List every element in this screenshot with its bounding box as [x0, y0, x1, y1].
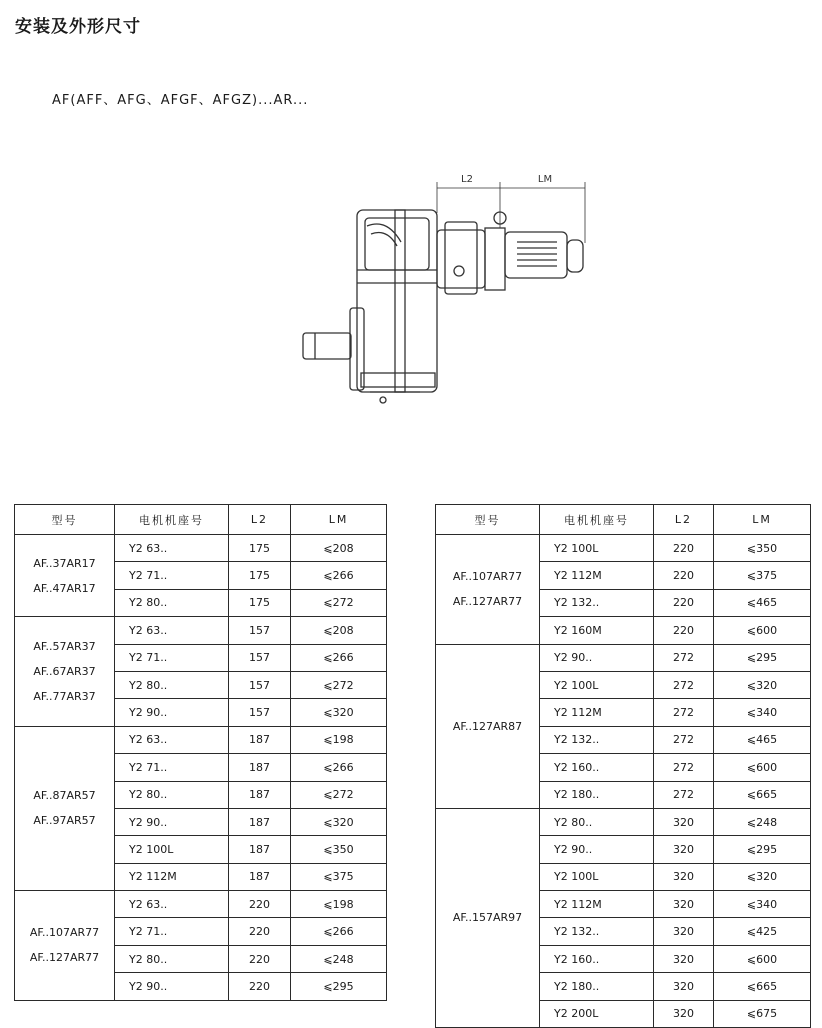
lm-cell: ⩽340 [714, 699, 811, 726]
lm-cell: ⩽295 [714, 644, 811, 671]
lm-cell: ⩽320 [714, 671, 811, 698]
model-name: AF..67AR37 [33, 664, 96, 678]
motor-frame-cell: Y2 200L [540, 1000, 654, 1027]
l2-cell: 187 [229, 836, 291, 863]
l2-cell: 320 [654, 808, 714, 835]
gear-motor-outline-drawing [295, 168, 595, 413]
lm-cell: ⩽425 [714, 918, 811, 945]
l2-cell: 320 [654, 918, 714, 945]
l2-cell: 220 [654, 617, 714, 644]
motor-frame-cell: Y2 160M [540, 617, 654, 644]
motor-frame-cell: Y2 90.. [540, 836, 654, 863]
model-name: AF..77AR37 [33, 689, 96, 703]
l2-cell: 272 [654, 699, 714, 726]
header-lm: LM [291, 505, 387, 535]
lm-cell: ⩽320 [291, 699, 387, 726]
lm-cell: ⩽665 [714, 781, 811, 808]
l2-cell: 175 [229, 535, 291, 562]
table-row [15, 617, 387, 644]
l2-cell: 187 [229, 781, 291, 808]
motor-frame-cell: Y2 80.. [115, 945, 229, 972]
lm-cell: ⩽665 [714, 973, 811, 1000]
motor-frame-cell: Y2 132.. [540, 589, 654, 616]
l2-cell: 175 [229, 562, 291, 589]
l2-cell: 220 [654, 589, 714, 616]
lm-cell: ⩽198 [291, 726, 387, 753]
motor-frame-cell: Y2 180.. [540, 781, 654, 808]
motor-frame-cell: Y2 71.. [115, 754, 229, 781]
l2-cell: 187 [229, 754, 291, 781]
motor-frame-cell: Y2 90.. [115, 973, 229, 1000]
motor-frame-cell: Y2 90.. [115, 699, 229, 726]
table-row [15, 891, 387, 918]
lm-cell: ⩽198 [291, 891, 387, 918]
lm-cell: ⩽266 [291, 562, 387, 589]
table-header-row [436, 505, 811, 535]
header-l2: L2 [229, 505, 291, 535]
l2-cell: 320 [654, 891, 714, 918]
model-name: AF..37AR17 [33, 556, 96, 570]
motor-frame-cell: Y2 132.. [540, 726, 654, 753]
motor-frame-cell: Y2 112M [540, 699, 654, 726]
lm-cell: ⩽320 [291, 808, 387, 835]
l2-cell: 320 [654, 973, 714, 1000]
motor-frame-cell: Y2 63.. [115, 726, 229, 753]
model-group-cell [436, 808, 540, 1027]
lm-cell: ⩽350 [291, 836, 387, 863]
l2-cell: 157 [229, 671, 291, 698]
header-motor-frame: 电机机座号 [115, 505, 229, 535]
lm-cell: ⩽465 [714, 589, 811, 616]
motor-frame-cell: Y2 71.. [115, 918, 229, 945]
dimension-table-left [14, 504, 387, 1001]
l2-cell: 157 [229, 617, 291, 644]
motor-frame-cell: Y2 63.. [115, 891, 229, 918]
model-group-cell [436, 535, 540, 645]
table-row [436, 644, 811, 671]
l2-cell: 220 [229, 918, 291, 945]
lm-cell: ⩽675 [714, 1000, 811, 1027]
l2-cell: 220 [229, 945, 291, 972]
l2-cell: 320 [654, 945, 714, 972]
l2-cell: 320 [654, 1000, 714, 1027]
motor-frame-cell: Y2 132.. [540, 918, 654, 945]
l2-cell: 220 [654, 562, 714, 589]
lm-cell: ⩽320 [714, 863, 811, 890]
header-model: 型号 [436, 505, 540, 535]
dimension-label-lm: LM [537, 174, 553, 185]
model-group-cell [15, 726, 115, 890]
lm-cell: ⩽295 [291, 973, 387, 1000]
lm-cell: ⩽600 [714, 945, 811, 972]
model-group-cell [15, 891, 115, 1001]
l2-cell: 320 [654, 863, 714, 890]
motor-frame-cell: Y2 112M [540, 891, 654, 918]
l2-cell: 187 [229, 726, 291, 753]
model-group-cell [436, 644, 540, 808]
motor-frame-cell: Y2 90.. [115, 808, 229, 835]
l2-cell: 320 [654, 836, 714, 863]
table-row [436, 808, 811, 835]
model-name: AF..87AR57 [33, 789, 96, 803]
motor-frame-cell: Y2 80.. [540, 808, 654, 835]
motor-frame-cell: Y2 71.. [115, 644, 229, 671]
motor-frame-cell: Y2 80.. [115, 671, 229, 698]
lm-cell: ⩽600 [714, 617, 811, 644]
lm-cell: ⩽295 [714, 836, 811, 863]
lm-cell: ⩽375 [714, 562, 811, 589]
lm-cell: ⩽266 [291, 644, 387, 671]
model-name: AF..107AR77 [29, 926, 100, 940]
lm-cell: ⩽272 [291, 781, 387, 808]
page-title: 安装及外形尺寸 [15, 17, 141, 37]
table-row [15, 535, 387, 562]
l2-cell: 272 [654, 754, 714, 781]
motor-frame-cell: Y2 100L [115, 836, 229, 863]
header-model: 型号 [15, 505, 115, 535]
table-row [436, 535, 811, 562]
motor-frame-cell: Y2 160.. [540, 945, 654, 972]
motor-frame-cell: Y2 100L [540, 535, 654, 562]
l2-cell: 272 [654, 671, 714, 698]
lm-cell: ⩽600 [714, 754, 811, 781]
lm-cell: ⩽208 [291, 617, 387, 644]
lm-cell: ⩽340 [714, 891, 811, 918]
model-name: AF..127AR77 [29, 951, 100, 965]
model-name: AF..47AR17 [33, 581, 96, 595]
model-group-cell [15, 535, 115, 617]
motor-frame-cell: Y2 160.. [540, 754, 654, 781]
motor-frame-cell: Y2 180.. [540, 973, 654, 1000]
l2-cell: 187 [229, 808, 291, 835]
l2-cell: 220 [654, 535, 714, 562]
lm-cell: ⩽465 [714, 726, 811, 753]
model-name: AF..127AR77 [452, 595, 523, 609]
model-group-cell [15, 617, 115, 727]
lm-cell: ⩽350 [714, 535, 811, 562]
table-row [15, 726, 387, 753]
lm-cell: ⩽208 [291, 535, 387, 562]
lm-cell: ⩽266 [291, 918, 387, 945]
l2-cell: 220 [229, 973, 291, 1000]
motor-frame-cell: Y2 71.. [115, 562, 229, 589]
model-name: AF..97AR57 [33, 814, 96, 828]
dimension-table-right [435, 504, 811, 1028]
model-name: AF..57AR37 [33, 639, 96, 653]
l2-cell: 272 [654, 781, 714, 808]
motor-frame-cell: Y2 80.. [115, 781, 229, 808]
lm-cell: ⩽266 [291, 754, 387, 781]
l2-cell: 157 [229, 699, 291, 726]
model-name: AF..157AR97 [452, 911, 523, 925]
model-series-subtitle: AF(AFF、AFG、AFGF、AFGZ)...AR... [52, 93, 309, 108]
l2-cell: 157 [229, 644, 291, 671]
motor-frame-cell: Y2 80.. [115, 589, 229, 616]
l2-cell: 187 [229, 863, 291, 890]
table-header-row [15, 505, 387, 535]
motor-frame-cell: Y2 63.. [115, 535, 229, 562]
header-motor-frame: 电机机座号 [540, 505, 654, 535]
motor-frame-cell: Y2 63.. [115, 617, 229, 644]
motor-frame-cell: Y2 90.. [540, 644, 654, 671]
lm-cell: ⩽375 [291, 863, 387, 890]
header-l2: L2 [654, 505, 714, 535]
model-name: AF..107AR77 [452, 570, 523, 584]
motor-frame-cell: Y2 112M [115, 863, 229, 890]
header-lm: LM [714, 505, 811, 535]
l2-cell: 220 [229, 891, 291, 918]
lm-cell: ⩽272 [291, 671, 387, 698]
motor-frame-cell: Y2 112M [540, 562, 654, 589]
motor-frame-cell: Y2 100L [540, 863, 654, 890]
l2-cell: 272 [654, 644, 714, 671]
dimension-label-l2: L2 [461, 174, 473, 185]
motor-frame-cell: Y2 100L [540, 671, 654, 698]
l2-cell: 175 [229, 589, 291, 616]
l2-cell: 272 [654, 726, 714, 753]
lm-cell: ⩽248 [714, 808, 811, 835]
model-name: AF..127AR87 [452, 719, 523, 733]
lm-cell: ⩽272 [291, 589, 387, 616]
lm-cell: ⩽248 [291, 945, 387, 972]
